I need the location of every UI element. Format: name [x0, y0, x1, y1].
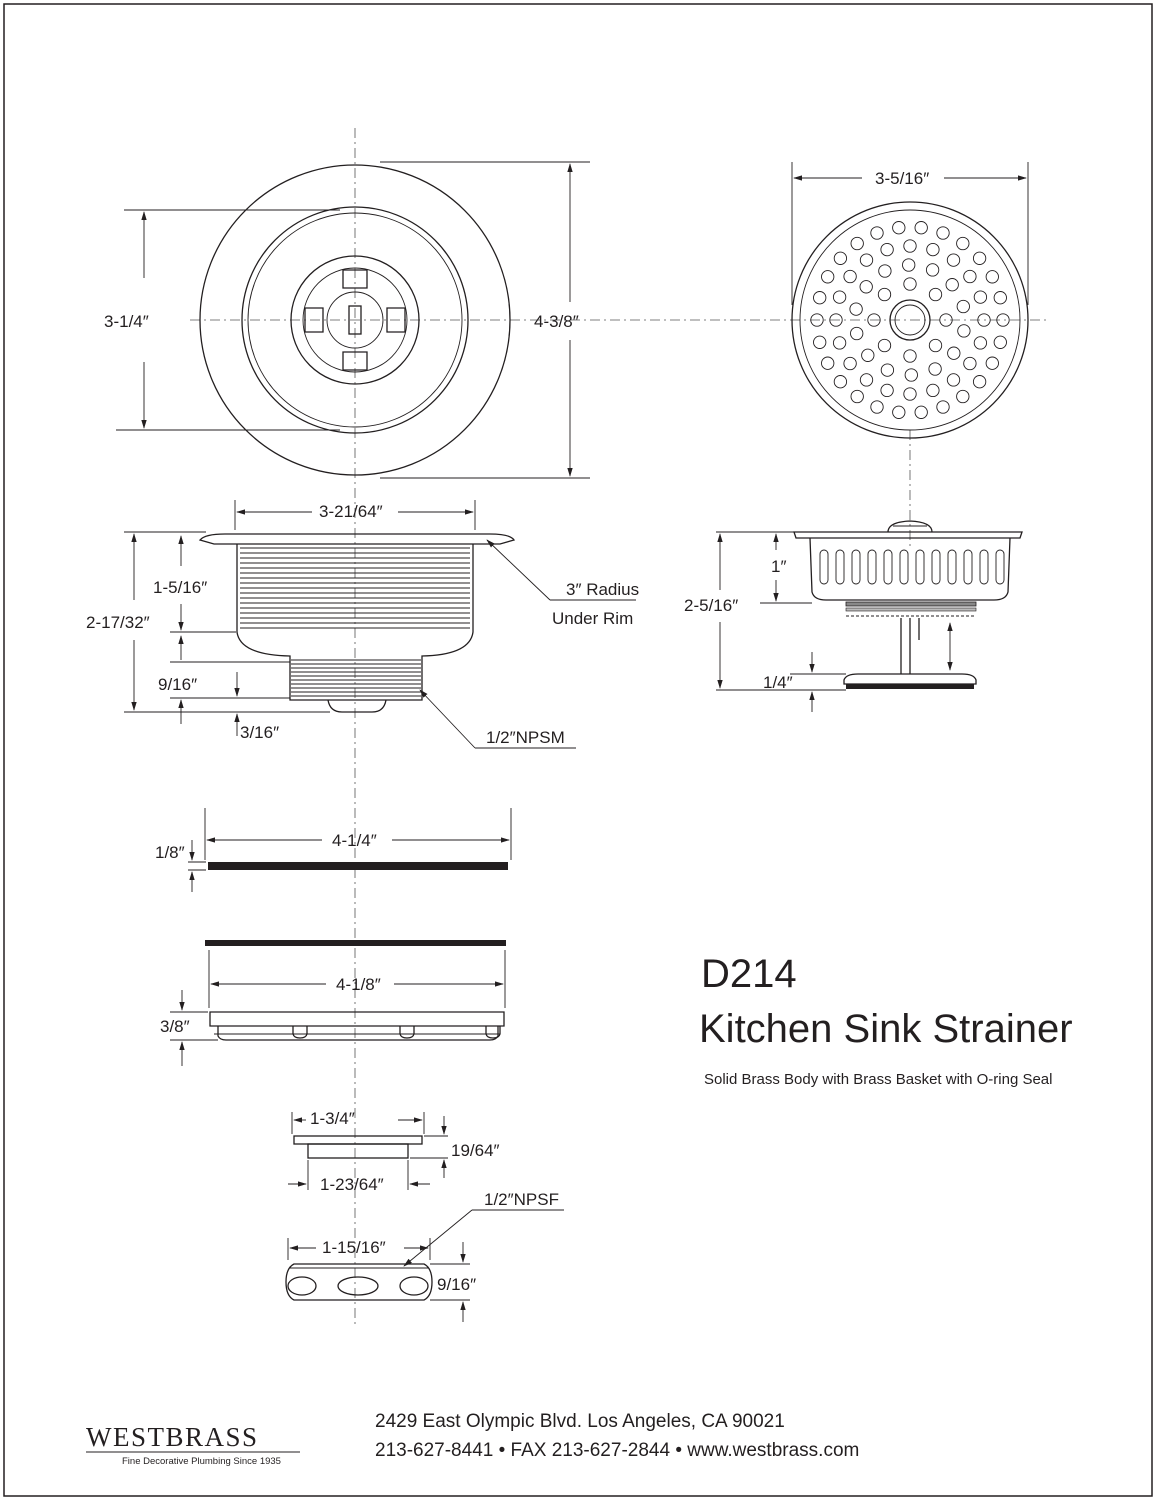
perforation-hole [904, 350, 916, 362]
perforation-hole [958, 325, 970, 337]
perforation-hole [833, 291, 845, 303]
perforation-hole [937, 227, 949, 239]
basket-slot [948, 550, 956, 584]
dim-body-upper-height: 1-5/16″ [153, 578, 208, 597]
perforation-hole [878, 339, 890, 351]
perforation-hole [957, 237, 969, 249]
dim-gasket-width: 4-1/4″ [332, 831, 377, 850]
company-contact: 213-627-8441 • FAX 213-627-2844 • www.westbrass.com [375, 1440, 860, 1461]
dim-washer-height: 3/8″ [160, 1017, 190, 1036]
dim-inner-diameter: 3-1/4″ [104, 312, 149, 331]
brand-tagline: Fine Decorative Plumbing Since 1935 [122, 1456, 281, 1467]
perforation-hole [851, 327, 863, 339]
dim-basket-total-height: 2-5/16″ [684, 596, 739, 615]
perforation-hole [986, 357, 998, 369]
perforation-hole [862, 349, 874, 361]
perforation-hole [814, 336, 826, 348]
perforation-hole [973, 376, 985, 388]
model-number: D214 [701, 952, 797, 996]
product-title: Kitchen Sink Strainer [699, 1007, 1073, 1051]
dim-seal-height: 1/4″ [763, 673, 793, 692]
perforation-hole [915, 406, 927, 418]
dim-gasket-thickness: 1/8″ [155, 843, 185, 862]
basket-slot [820, 550, 828, 584]
perforation-hole [964, 357, 976, 369]
perforation-hole [871, 227, 883, 239]
perforation-hole [904, 240, 916, 252]
perforation-hole [957, 390, 969, 402]
perforation-hole [814, 292, 826, 304]
basket-slot [884, 550, 892, 584]
perforation-hole [833, 337, 845, 349]
dim-body-bottom-offset: 3/16″ [240, 723, 280, 742]
dim-outer-diameter: 4-3/8″ [534, 312, 579, 331]
dim-basket-height: 1″ [771, 557, 787, 576]
dim-coupling-top-width: 1-3/4″ [310, 1109, 355, 1128]
perforation-hole [904, 278, 916, 290]
perforation-hole [927, 384, 939, 396]
dim-coupling-bottom-width: 1-23/64″ [320, 1175, 384, 1194]
thread-note-npsf: 1/2″NPSF [484, 1190, 559, 1209]
tailpiece-threads [291, 660, 421, 696]
basket-side-view [716, 521, 1022, 712]
perforation-hole [926, 264, 938, 276]
dim-body-lower-height: 9/16″ [158, 675, 198, 694]
perforation-hole [850, 303, 862, 315]
perforation-hole [881, 364, 893, 376]
basket-slot [868, 550, 876, 584]
perforation-hole [871, 401, 883, 413]
perforation-hole [844, 357, 856, 369]
perforation-hole [851, 237, 863, 249]
perforation-hole [834, 252, 846, 264]
company-address: 2429 East Olympic Blvd. Los Angeles, CA 90021 [375, 1411, 785, 1432]
perforation-hole [948, 347, 960, 359]
perforation-hole [881, 243, 893, 255]
perforation-hole [879, 265, 891, 277]
product-description: Solid Brass Body with Brass Basket with O-ring Seal [704, 1071, 1053, 1088]
perforation-hole [851, 390, 863, 402]
dim-washer-width: 4-1/8″ [336, 975, 381, 994]
perforation-hole [929, 363, 941, 375]
perforation-hole [903, 259, 915, 271]
perforation-hole [834, 376, 846, 388]
perforation-hole [860, 281, 872, 293]
perforation-hole [860, 254, 872, 266]
brand-logo: WESTBRASS [86, 1422, 259, 1452]
rim-note-line2: Under Rim [552, 609, 634, 628]
washer-drawing [170, 940, 506, 1066]
perforation-hole [822, 271, 834, 283]
thread-note-npsm: 1/2″NPSM [486, 728, 565, 747]
basket-slot [964, 550, 972, 584]
perforation-hole [994, 336, 1006, 348]
perforation-hole [957, 300, 969, 312]
perforation-hole [947, 254, 959, 266]
perforation-hole [860, 374, 872, 386]
perforation-hole [927, 243, 939, 255]
basket-slots [820, 550, 1004, 584]
perforation-hole [973, 252, 985, 264]
basket-slot [916, 550, 924, 584]
dim-coupling-height: 19/64″ [451, 1141, 500, 1160]
dim-body-width: 3-21/64″ [319, 502, 383, 521]
perforation-hole [893, 406, 905, 418]
perforation-hole [878, 288, 890, 300]
rim-note-line1: 3″ Radius [566, 580, 640, 599]
basket-slot [932, 550, 940, 584]
dim-nut-height: 9/16″ [437, 1275, 477, 1294]
perforation-hole [986, 271, 998, 283]
perforation-hole [974, 337, 986, 349]
perforation-hole [905, 369, 917, 381]
dim-basket-diameter: 3-5/16″ [875, 169, 930, 188]
perforation-hole [946, 279, 958, 291]
basket-slot [900, 550, 908, 584]
basket-slot [836, 550, 844, 584]
basket-top-view [792, 162, 1028, 438]
perforation-hole [915, 222, 927, 234]
gasket-drawing [188, 808, 511, 892]
perforation-hole [929, 339, 941, 351]
perforation-hole [929, 288, 941, 300]
perforation-hole [893, 222, 905, 234]
perforation-hole [937, 401, 949, 413]
page-border [4, 4, 1152, 1496]
perforation-hole [964, 270, 976, 282]
perforation-hole [881, 384, 893, 396]
perforation-hole [904, 388, 916, 400]
basket-slot [980, 550, 988, 584]
basket-slot [996, 550, 1004, 584]
perforation-hole [822, 357, 834, 369]
perforation-hole [947, 374, 959, 386]
perforation-hole [844, 270, 856, 282]
perforation-hole [974, 291, 986, 303]
basket-slot [852, 550, 860, 584]
perforation-hole [994, 292, 1006, 304]
nut-drawing [286, 1210, 564, 1322]
dim-body-total-height: 2-17/32″ [86, 613, 150, 632]
dim-nut-width: 1-15/16″ [322, 1238, 386, 1257]
